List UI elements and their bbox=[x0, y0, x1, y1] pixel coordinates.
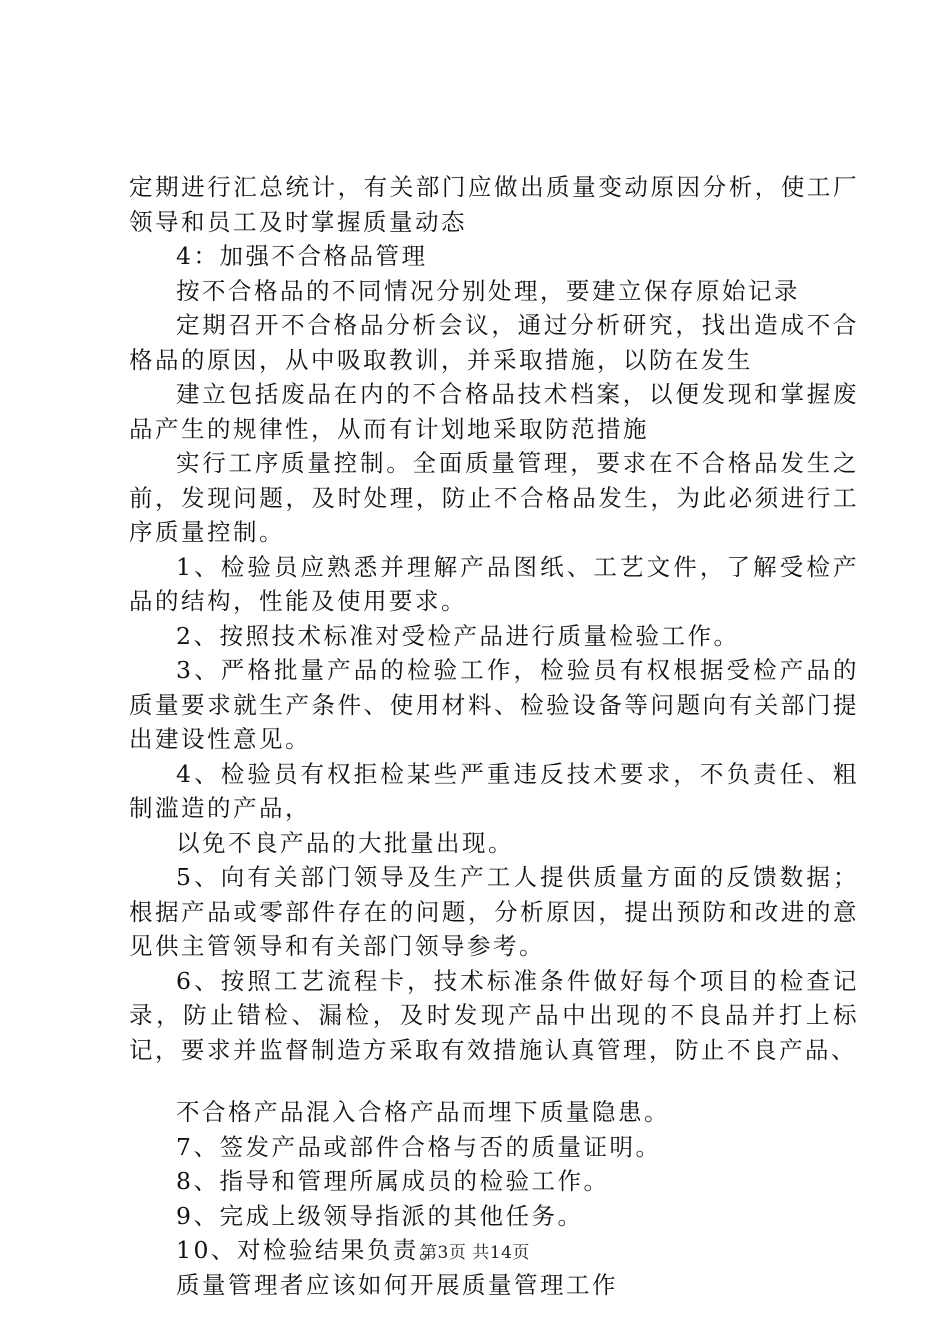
page-number-footer: 第3页 共14页 bbox=[420, 1243, 530, 1263]
list-item: 8、指导和管理所属成员的检验工作。 bbox=[176, 1167, 610, 1195]
paragraph: 建立包括废品在内的不合格品技术档案，以便发现和掌握废品产生的规律性，从而有计划地采取防范措施 bbox=[129, 380, 859, 443]
list-item: 3、严格批量产品的检验工作，检验员有权根据受检产品的质量要求就生产条件、使用材料、检验设备等问题向有关部门提出建设性意见。 bbox=[129, 656, 859, 753]
document-body bbox=[129, 170, 859, 1302]
list-item: 10、对检验结果负责。 bbox=[176, 1236, 445, 1264]
list-item: 9、完成上级领导指派的其他任务。 bbox=[176, 1201, 584, 1230]
paragraph-continuation: 定期进行汇总统计，有关部门应做出质量变动原因分析，使工厂领导和员工及时掌握质量动态 bbox=[129, 173, 859, 236]
paragraph: 实行工序质量控制。全面质量管理，要求在不合格品发生之前，发现问题，及时处理，防止不合格品发生，为此必须进行工序质量控制。 bbox=[129, 449, 859, 546]
list-item: 2、按照技术标准对受检产品进行质量检验工作。 bbox=[176, 621, 740, 650]
paragraph: 不合格产品混入合格产品而埋下质量隐患。 bbox=[176, 1098, 670, 1126]
list-item: 5、向有关部门领导及生产工人提供质量方面的反馈数据；根据产品或零部件存在的问题，分析原因，提出预防和改进的意见供主管领导和有关部门领导参考。 bbox=[129, 863, 859, 960]
paragraph: 按不合格品的不同情况分别处理，要建立保存原始记录 bbox=[176, 276, 800, 305]
paragraph: 定期召开不合格品分析会议，通过分析研究，找出造成不合格品的原因，从中吸取教训，并采取措施，以防在发生 bbox=[129, 311, 859, 374]
list-item: 1、检验员应熟悉并理解产品图纸、工艺文件，了解受检产品的结构，性能及使用要求。 bbox=[129, 552, 859, 615]
closing-heading: 质量管理者应该如何开展质量管理工作 bbox=[176, 1270, 618, 1299]
section-heading: 4：加强不合格品管理 bbox=[176, 242, 428, 270]
list-item: 6、按照工艺流程卡，技术标准条件做好每个项目的检查记录，防止错检、漏检，及时发现产品中出现的不良品并打上标记，要求并监督制造方采取有效措施认真管理，防止不良产品、 bbox=[129, 966, 859, 1064]
paragraph: 以免不良产品的大批量出现。 bbox=[176, 828, 514, 857]
list-item: 4、检验员有权拒检某些严重违反技术要求，不负责任、粗制滥造的产品， bbox=[129, 759, 859, 822]
list-item: 7、签发产品或部件合格与否的质量证明。 bbox=[176, 1132, 662, 1161]
